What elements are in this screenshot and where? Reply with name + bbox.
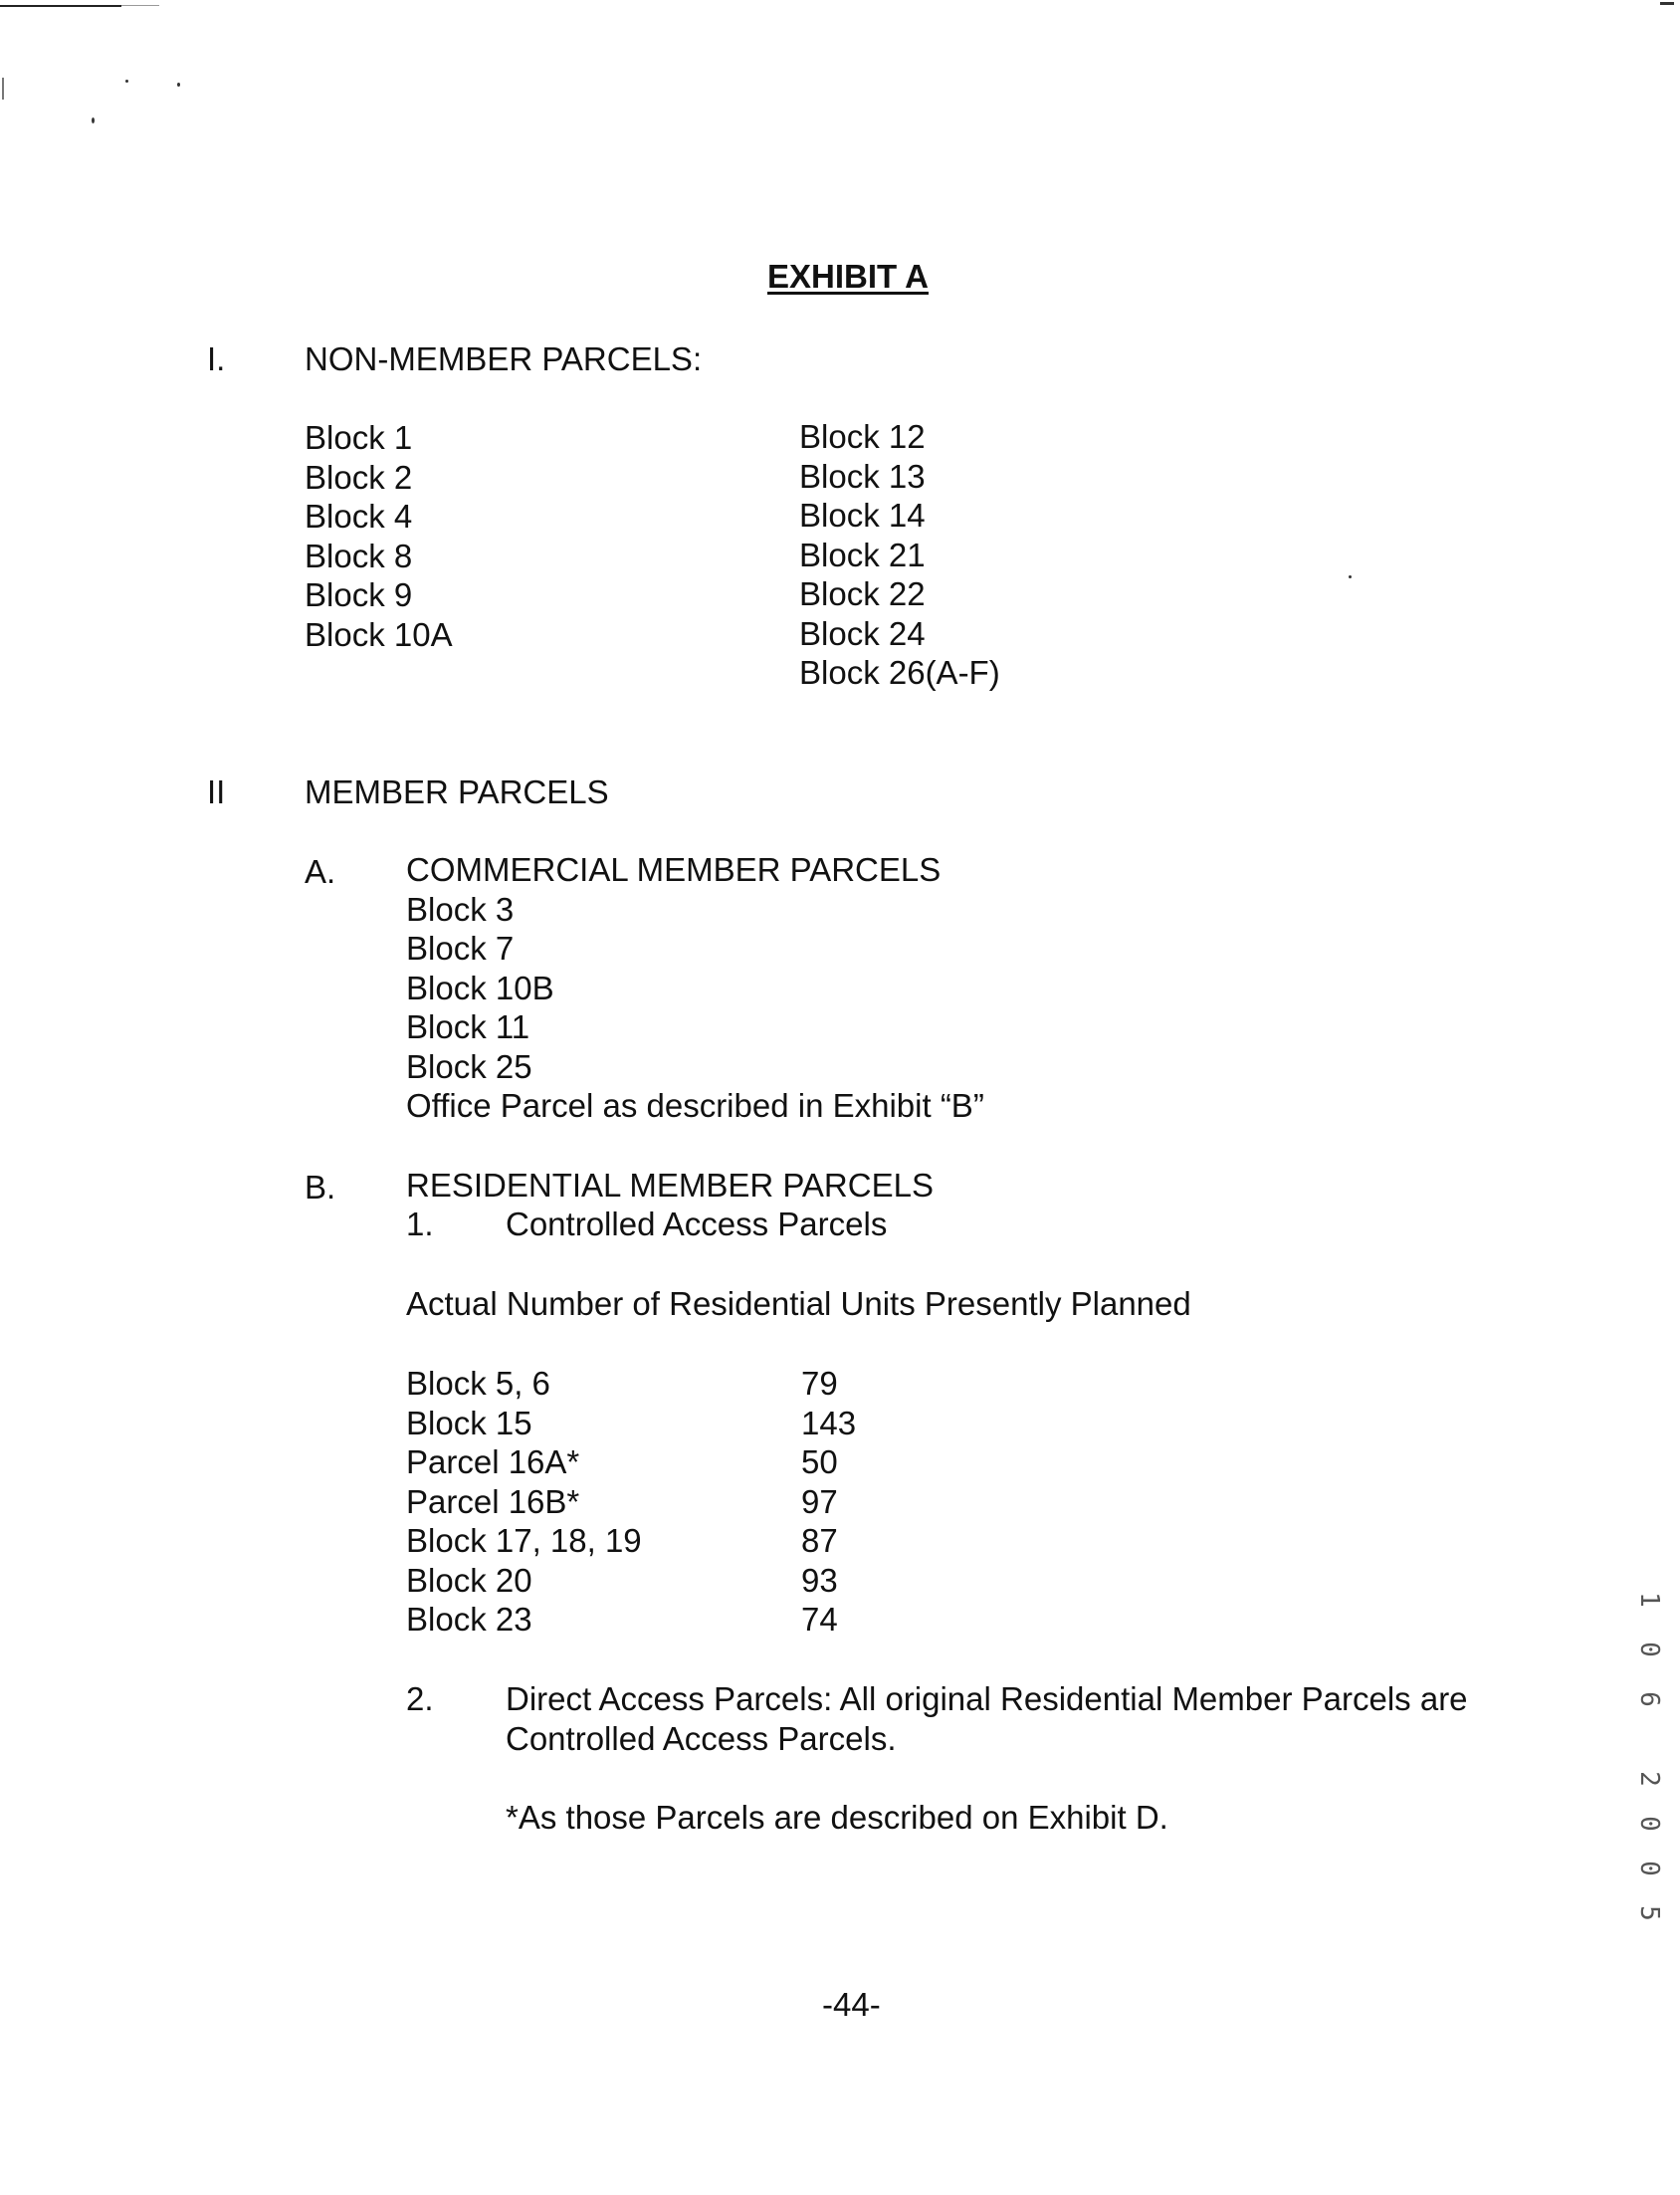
scan-speck	[2, 78, 4, 100]
stamp-digit: 0	[1634, 1642, 1664, 1657]
table-row: Parcel 16B*	[406, 1482, 580, 1520]
units-heading: Actual Number of Residential Units Presently Planned	[406, 1285, 1191, 1322]
item-2-text	[506, 1679, 1468, 1758]
list-item: Block 26(A-F)	[799, 654, 1000, 691]
table-row: Parcel 16A*	[406, 1443, 580, 1480]
list-item: Block 4	[305, 498, 413, 535]
subsection-a-letter: A.	[305, 853, 336, 890]
table-row: Block 5, 6	[406, 1365, 550, 1402]
stamp-digit: 0	[1634, 1816, 1664, 1832]
table-cell: 74	[801, 1601, 838, 1638]
list-item: Block 24	[799, 614, 926, 652]
subsection-b-heading: RESIDENTIAL MEMBER PARCELS	[406, 1167, 934, 1204]
non-member-left-column	[305, 418, 453, 654]
page-title: EXHIBIT A	[767, 258, 929, 295]
scan-speck	[1349, 575, 1352, 578]
table-cell: 93	[801, 1561, 838, 1599]
list-item: Block 11	[406, 1008, 530, 1045]
list-item: Block 22	[799, 575, 926, 612]
table-row: Block 23	[406, 1601, 532, 1638]
table-row: Block 20	[406, 1561, 532, 1599]
scan-speck	[177, 83, 180, 87]
list-item: Office Parcel as described in Exhibit “B”	[406, 1087, 984, 1124]
list-item: Block 13	[799, 457, 926, 495]
list-item: Block 3	[406, 890, 515, 928]
item-1-text: Controlled Access Parcels	[506, 1206, 888, 1242]
units-parcel-column	[406, 1364, 642, 1640]
margin-stamp	[1632, 1583, 1666, 1941]
section-2-heading: MEMBER PARCELS	[305, 773, 609, 810]
stamp-digit: 6	[1634, 1691, 1664, 1707]
commercial-parcels-list	[406, 850, 984, 1126]
table-cell: 87	[801, 1522, 838, 1559]
list-item: Block 25	[406, 1047, 532, 1085]
list-item: Block 2	[305, 458, 413, 496]
table-cell: 50	[801, 1443, 838, 1480]
list-item: Block 12	[799, 418, 926, 455]
section-1-number: I.	[207, 340, 226, 377]
list-item: Block 14	[799, 497, 926, 534]
list-item: Block 10B	[406, 969, 554, 1006]
stamp-digit: 2	[1634, 1771, 1664, 1787]
list-item: Block 10A	[305, 615, 453, 653]
item-1-number: 1.	[406, 1206, 434, 1242]
table-cell: 79	[801, 1365, 838, 1402]
scan-speck	[125, 80, 128, 83]
list-item: Block 8	[305, 537, 413, 574]
list-item: Block 21	[799, 536, 926, 573]
scan-speck	[92, 117, 95, 123]
table-cell: 143	[801, 1404, 857, 1441]
scan-speck	[1660, 2, 1674, 5]
non-member-right-column	[799, 417, 1000, 693]
section-1-heading: NON-MEMBER PARCELS:	[305, 340, 703, 377]
table-row: Block 17, 18, 19	[406, 1522, 642, 1559]
stamp-digit: 5	[1634, 1905, 1664, 1921]
list-item: Block 9	[305, 576, 413, 613]
table-cell: 97	[801, 1482, 838, 1520]
stamp-digit: 1	[1634, 1592, 1664, 1608]
list-item: Block 7	[406, 930, 515, 967]
subsection-a-heading: COMMERCIAL MEMBER PARCELS	[406, 851, 942, 888]
scan-artifact-line	[121, 5, 159, 6]
scan-artifact-line	[0, 5, 121, 7]
item-2-line: Controlled Access Parcels.	[506, 1719, 897, 1757]
subsection-b-letter: B.	[305, 1169, 336, 1206]
table-row: Block 15	[406, 1404, 532, 1441]
stamp-digit: 0	[1634, 1861, 1664, 1876]
footnote: *As those Parcels are described on Exhibit D.	[506, 1799, 1168, 1836]
item-2-number: 2.	[406, 1680, 434, 1717]
item-2-line: Direct Access Parcels: All original Residential Member Parcels are	[506, 1680, 1468, 1717]
list-item: Block 1	[305, 419, 413, 456]
page-number: -44-	[822, 1986, 881, 2023]
units-count-column	[801, 1364, 856, 1640]
section-2-number: II	[207, 773, 226, 810]
